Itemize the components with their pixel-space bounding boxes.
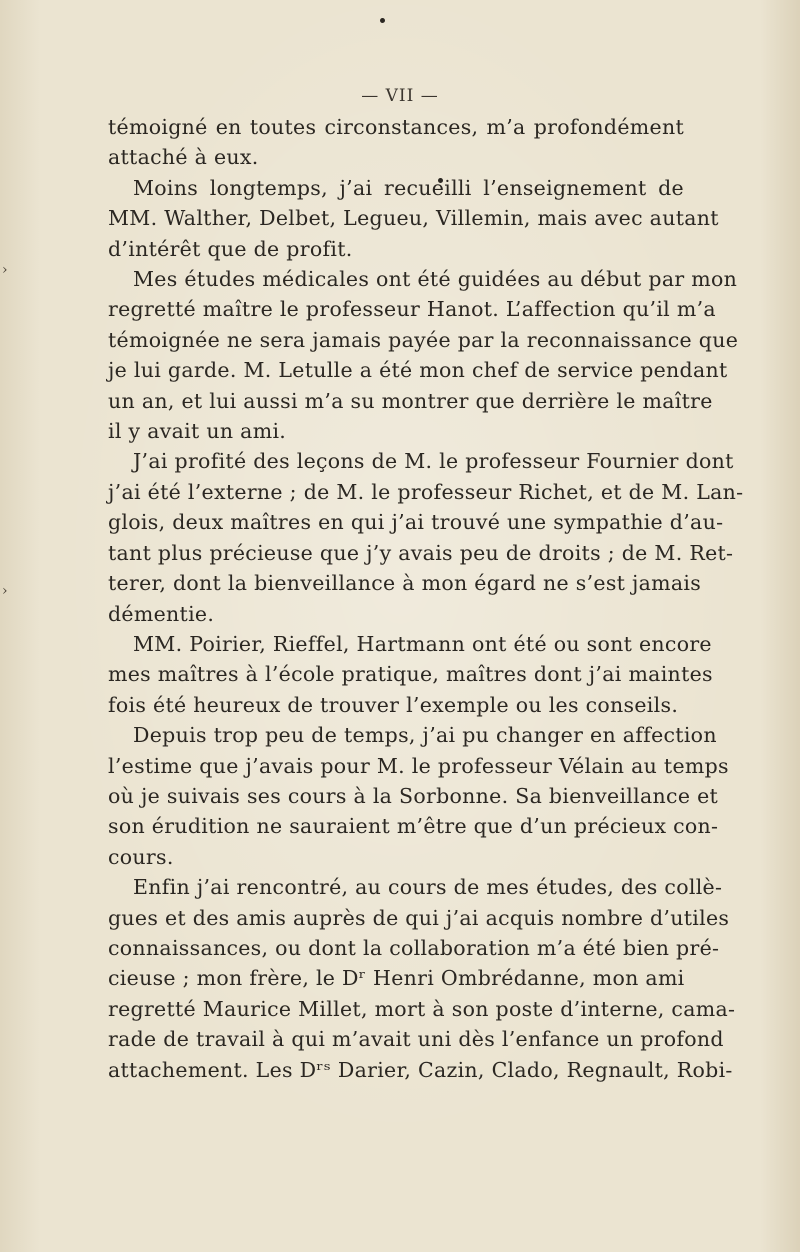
text-line: l’estime que j’avais pour M. le professeur Vélain au temps — [108, 753, 729, 778]
text-line: connaissances, ou dont la collaboration m’a été bien pré- — [108, 935, 720, 960]
text-line: regretté maître le professeur Hanot. L’affection qu’il m’a — [108, 297, 716, 322]
text-line: Enfin j’ai rencontré, au cours de mes études, des collè- — [133, 875, 723, 900]
text-line: mes maîtres à l’école pratique, maîtres dont j’ai maintes — [108, 662, 713, 687]
text-line: témoignée ne sera jamais payée par la reconnaissance que — [108, 327, 739, 352]
text-line: regretté Maurice Millet, mort à son poste d’interne, cama- — [108, 996, 736, 1021]
text-line: un an, et lui aussi m’a su montrer que derrière le maître — [108, 388, 713, 413]
body-text — [108, 112, 744, 1085]
text-line: MM. Poirier, Rieffel, Hartmann ont été ou sont encore — [133, 631, 712, 656]
margin-arrow-mark: › — [2, 262, 8, 278]
text-line: attachement. Les Dʳˢ Darier, Cazin, Clado, Regnault, Robi- — [108, 1057, 733, 1082]
text-line: MM. Walther, Delbet, Legueu, Villemin, mais avec autant — [108, 206, 719, 231]
text-line: glois, deux maîtres en qui j’ai trouvé une sympathie d’au- — [108, 510, 724, 535]
text-line: cieuse ; mon frère, le Dʳ Henri Ombrédanne, mon ami — [108, 966, 685, 991]
text-line: cours. — [108, 844, 174, 869]
text-line: Mes études médicales ont été guidées au début par mon — [133, 267, 738, 292]
ink-speck — [380, 18, 385, 23]
text-line: J’ai profité des leçons de M. le professeur Fournier dont — [133, 449, 734, 474]
text-line: son érudition ne sauraient m’être que d’un précieux con- — [108, 814, 719, 839]
margin-arrow-mark: › — [2, 583, 8, 599]
text-line: démentie. — [108, 601, 215, 626]
page-number: — VII — — [361, 86, 439, 106]
text-line: terer, dont la bienveillance à mon égard ne s’est jamais — [108, 571, 702, 596]
text-line: Moins longtemps, j’ai recueilli l’enseignement de — [133, 175, 684, 200]
text-line: où je suivais ses cours à la Sorbonne. Sa bienveillance et — [108, 783, 719, 808]
text-line: tant plus précieuse que j’y avais peu de droits ; de M. Ret- — [108, 540, 734, 565]
text-line: attaché à eux. — [108, 145, 259, 170]
text-line: rade de travail à qui m’avait uni dès l’enfance un profond — [108, 1027, 724, 1052]
text-line: il y avait un ami. — [108, 419, 287, 444]
text-line: j’ai été l’externe ; de M. le professeur Richet, et de M. Lan- — [108, 479, 744, 504]
text-line: gues et des amis auprès de qui j’ai acquis nombre d’utiles — [108, 905, 730, 930]
text-line: d’intérêt que de profit. — [108, 236, 353, 261]
text-line: fois été heureux de trouver l’exemple ou les conseils. — [108, 692, 679, 717]
text-line: témoigné en toutes circonstances, m’a profondément — [108, 115, 684, 139]
text-line: je lui garde. M. Letulle a été mon chef de service pendant — [108, 358, 728, 383]
text-line: Depuis trop peu de temps, j’ai pu changer en affection — [133, 723, 717, 748]
